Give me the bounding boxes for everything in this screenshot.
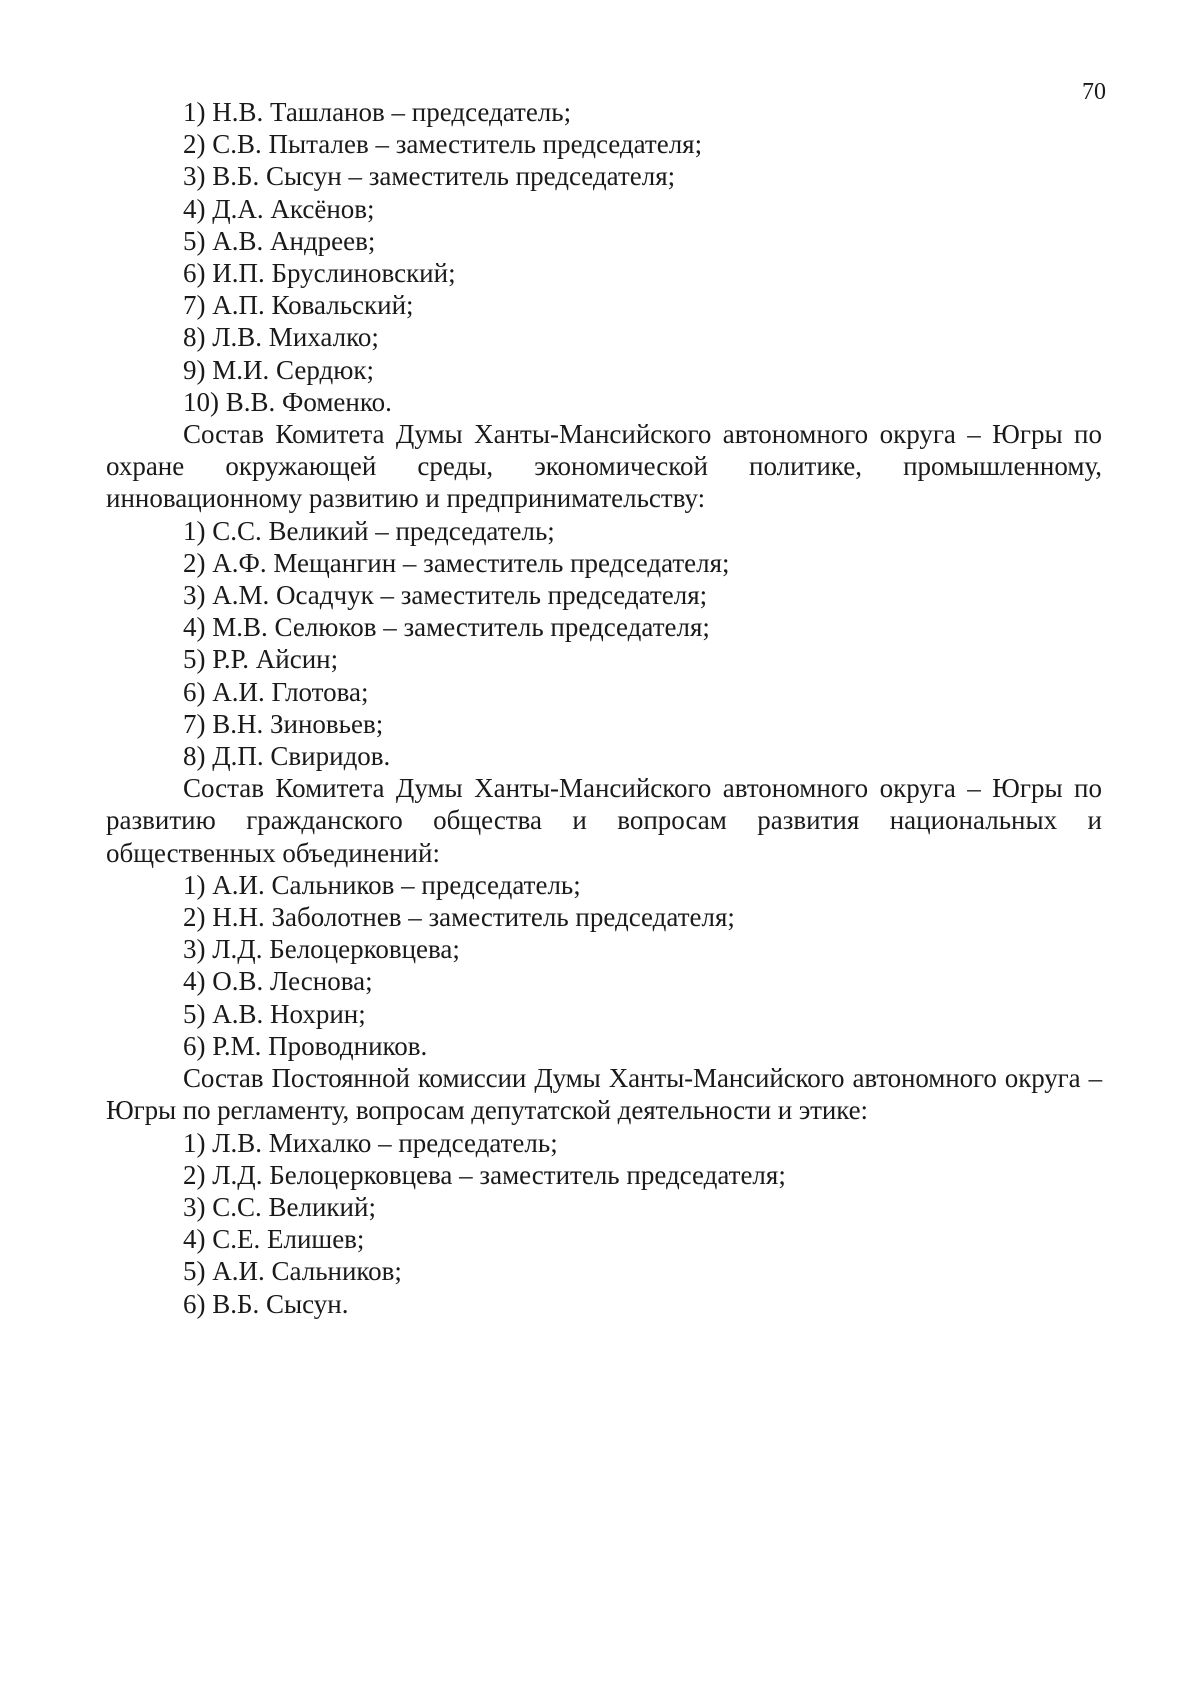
list-item: 2) Л.Д. Белоцерковцева – заместитель председателя; — [183, 1159, 786, 1190]
list-item: 1) С.С. Великий – председатель; — [183, 515, 555, 546]
document-body — [106, 96, 1102, 1320]
list-item: 4) О.В. Леснова; — [183, 966, 373, 997]
list-item: 8) Д.П. Свиридов. — [183, 741, 391, 772]
list-item: 5) Р.Р. Айсин; — [183, 644, 339, 675]
section-duma-members — [106, 96, 1102, 418]
list-item: 7) В.Н. Зиновьев; — [183, 708, 384, 739]
list-item: 5) А.И. Сальников; — [183, 1256, 402, 1287]
list-item: 6) А.И. Глотова; — [183, 676, 369, 707]
list-item: 2) А.Ф. Мещангин – заместитель председателя; — [183, 547, 730, 578]
section-heading: Состав Постоянной комиссии Думы Ханты-Мансийского автономного округа – Югры по регламенту, вопросам депутатской деятельности и этике: — [106, 1063, 1102, 1126]
section-regulations-commission — [106, 1062, 1102, 1320]
section-heading: Состав Комитета Думы Ханты-Мансийского автономного округа – Югры по развитию гражданского общества и вопросам развития национальных и общественных объединений: — [106, 773, 1102, 868]
list-item: 8) Л.В. Михалко; — [183, 322, 379, 353]
list-item: 5) А.В. Андреев; — [183, 225, 376, 256]
section-heading: Состав Комитета Думы Ханты-Мансийского автономного округа – Югры по охране окружающей среды, экономической политике, промышленному, инновационному развитию и предпринимательству: — [106, 419, 1102, 514]
list-item: 9) М.И. Сердюк; — [183, 354, 374, 385]
list-item: 3) Л.Д. Белоцерковцева; — [183, 934, 460, 965]
list-item: 1) А.И. Сальников – председатель; — [183, 869, 581, 900]
list-item: 6) В.Б. Сысун. — [183, 1288, 349, 1319]
page-number: 70 — [1082, 79, 1106, 105]
list-item: 4) С.Е. Елишев; — [183, 1224, 365, 1255]
section-ecology-committee — [106, 418, 1102, 772]
section-civil-society-committee — [106, 772, 1102, 1062]
list-item: 10) В.В. Фоменко. — [183, 386, 392, 417]
list-item: 1) Л.В. Михалко – председатель; — [183, 1127, 558, 1158]
list-item: 6) Р.М. Проводников. — [183, 1030, 428, 1061]
list-item: 7) А.П. Ковальский; — [183, 290, 414, 321]
list-item: 6) И.П. Бруслиновский; — [183, 258, 456, 289]
list-item: 3) В.Б. Сысун – заместитель председателя; — [183, 161, 676, 192]
list-item: 4) М.В. Селюков – заместитель председателя; — [183, 612, 710, 643]
list-item: 1) Н.В. Ташланов – председатель; — [183, 97, 572, 127]
list-item: 3) С.С. Великий; — [183, 1191, 376, 1222]
list-item: 2) Н.Н. Заболотнев – заместитель председателя; — [183, 902, 735, 933]
list-item: 4) Д.А. Аксёнов; — [183, 193, 375, 224]
list-item: 5) А.В. Нохрин; — [183, 998, 366, 1029]
list-item: 2) С.В. Пыталев – заместитель председателя; — [183, 129, 703, 160]
list-item: 3) А.М. Осадчук – заместитель председателя; — [183, 580, 708, 611]
